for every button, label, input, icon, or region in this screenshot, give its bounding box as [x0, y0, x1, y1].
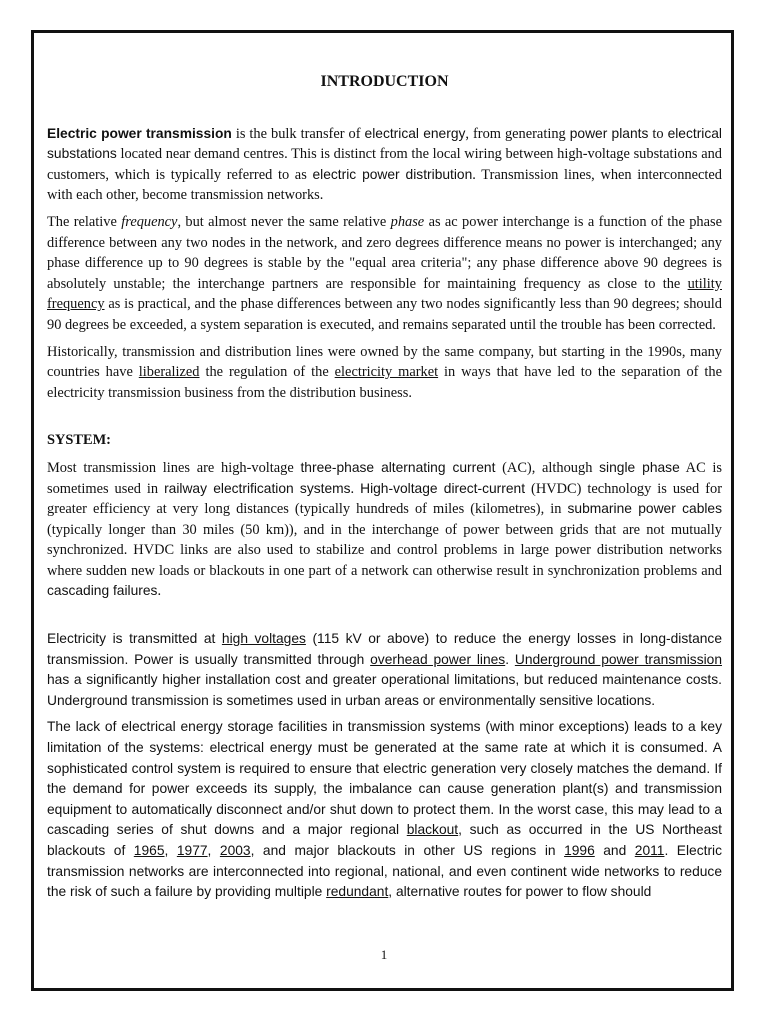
text: located near demand centres. This is distinct from the local wiring between high-voltage substations and customers, which is typically referred to as [47, 146, 722, 183]
text: Most transmission lines are high-voltage [47, 459, 301, 476]
text: in ways that have led to the separation of the electricity transmission business from the distribution business. [47, 364, 722, 401]
system-paragraph-1 [47, 458, 722, 602]
intro-paragraph-3 [47, 342, 722, 404]
text: (AC), although [495, 459, 600, 476]
text: , [164, 843, 177, 858]
text: Electricity is transmitted at [47, 631, 222, 647]
text: , alternative routes for power to flow should [388, 884, 652, 900]
text: and [594, 843, 635, 858]
text: . Transmission lines, when interconnected with each other, become transmission networks. [47, 166, 722, 204]
text: , [207, 843, 220, 858]
term-hvdc: High-voltage direct-current [360, 480, 526, 496]
intro-paragraph-2 [47, 212, 722, 336]
text: , and major blackouts in other US regions in [250, 843, 565, 858]
text: as ac power interchange is a function of the phase difference between any two nodes in the network, and zero degrees difference means no power is interchanged; any phase difference up to 90 degrees is stable by the "equal area criteria"; any phase difference above 90 degrees is absolutely unstable; the interchange partners are responsible for maintaining frequency as close to the [47, 213, 722, 292]
link-liberalized[interactable]: liberalized [138, 364, 200, 381]
text: (115 kV or above) to reduce the energy losses in long-distance transmission. Power is usually transmitted through [47, 631, 722, 667]
text: AC is sometimes used in [47, 459, 723, 497]
link-redundant[interactable]: redundant [326, 884, 389, 900]
text: has a significantly higher installation cost and greater operational limitations, but reduced maintenance costs. Underground transmission is sometimes used in urban areas or environmentally sensitive locations. [47, 672, 722, 708]
link-1977[interactable]: 1977 [176, 843, 208, 858]
link-blackout[interactable]: blackout [406, 822, 459, 838]
term-railway-electrification: railway electrification systems [164, 480, 351, 496]
text: , but almost never the same relative [177, 213, 391, 230]
section-heading-system: SYSTEM: [47, 432, 111, 449]
text: . [505, 651, 515, 667]
link-2003[interactable]: 2003 [219, 843, 251, 858]
text: to [648, 125, 668, 142]
text: Historically, transmission and distribution lines were owned by the same company, but starting in the 1990s, many countries have [47, 343, 722, 381]
link-electricity-market[interactable]: electricity market [334, 364, 439, 381]
link-utility-frequency[interactable]: utility frequency [47, 275, 722, 313]
system-paragraph-2 [47, 629, 722, 711]
link-1996[interactable]: 1996 [564, 843, 595, 858]
page-number: 1 [380, 947, 388, 962]
text: is the bulk transfer of [231, 125, 365, 142]
term-submarine-power-cables: submarine power cables [567, 501, 723, 517]
term-frequency: frequency [121, 213, 178, 230]
text: . [157, 583, 162, 600]
link-overhead-power-lines[interactable]: overhead power lines [370, 651, 506, 667]
term-three-phase-ac: three-phase alternating current [300, 459, 496, 475]
term-phase: phase [390, 213, 425, 230]
text: The relative [47, 213, 122, 230]
term-single-phase: single phase [599, 459, 680, 475]
text: the regulation of the [199, 364, 335, 381]
text: . Electric transmission networks are interconnected into regional, national, and even continent wide networks to reduce the risk of such a failure by providing multiple [47, 843, 723, 900]
term-electric-power-transmission: Electric power transmission [47, 125, 232, 141]
link-high-voltages[interactable]: high voltages [221, 631, 306, 647]
term-electrical-substations: electrical substations [47, 125, 723, 162]
text: , from generating [465, 125, 570, 142]
term-electric-power-distribution: electric power distribution [312, 166, 473, 182]
page-title: INTRODUCTION [320, 73, 449, 90]
text: . [350, 480, 361, 497]
text: The lack of electrical energy storage facilities in transmission systems (with minor exceptions) leads to a key limitation of the systems: electrical energy must be generated at the same rate at which it is consumed. A sophisticated control system is required to ensure that electric generation very closely matches the demand. If the demand for power exceeds its supply, the imbalance can cause generation plant(s) and transmission equipment to automatically disconnect and/or shut down to protect them. In the worst case, this may lead to a cascading series of shut downs and a major regional [47, 719, 722, 838]
intro-paragraph-1 [47, 124, 722, 206]
link-2011[interactable]: 2011 [634, 843, 665, 858]
system-paragraph-3 [47, 717, 722, 902]
link-1965[interactable]: 1965 [133, 843, 165, 858]
link-underground-power-transmission[interactable]: Underground power transmission [514, 651, 723, 667]
term-power-plants: power plants [569, 125, 649, 141]
term-electrical-energy: electrical energy [364, 125, 466, 141]
text: as is practical, and the phase differences between any two nodes significantly less than 90 degrees; should 90 degrees be exceeded, a system separation is executed, and remains separated until the trouble has been corrected. [47, 296, 722, 333]
text: (typically longer than 30 miles (50 km)), and in the interchange of power between grids that are not mutually synchronized. HVDC links are also used to stabilize and control problems in large power distribution networks where sudden new loads or blackouts in one part of a network can otherwise result in synchronization problems and [47, 521, 722, 579]
text: (HVDC) technology is used for greater efficiency at very long distances (typically hundreds of miles (kilometres), in [47, 480, 722, 518]
text: , such as occurred in the US Northeast blackouts of [47, 822, 722, 858]
document-body [47, 72, 722, 909]
term-cascading-failures: cascading failures [47, 583, 158, 599]
